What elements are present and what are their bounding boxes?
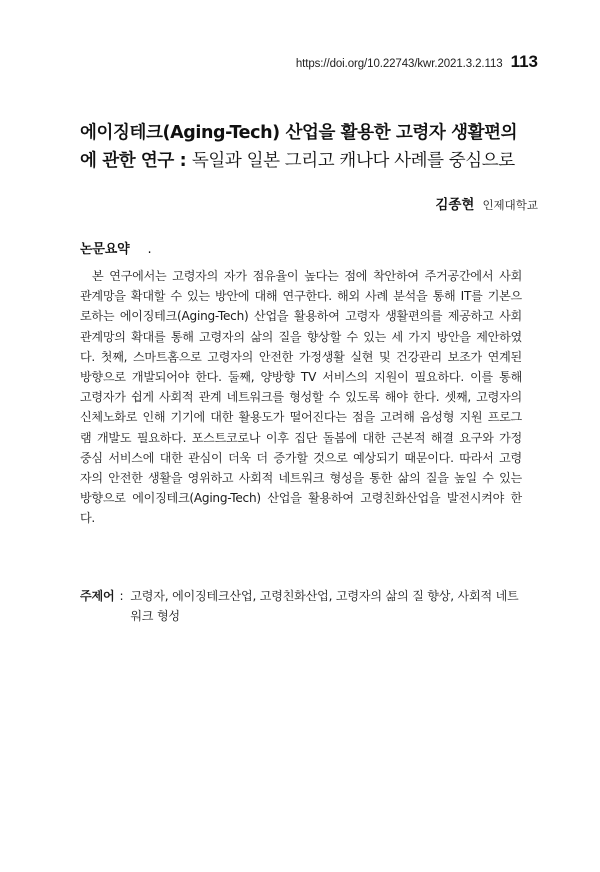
running-header bbox=[296, 52, 538, 72]
keywords-text: 고령자, 에이징테크산업, 고령친화산업, 고령자의 삶의 질 향상, 사회적 네트워크 형성 bbox=[130, 589, 519, 624]
keywords-section bbox=[80, 586, 530, 627]
abstract-heading-mark: . bbox=[147, 242, 152, 257]
abstract-body: 본 연구에서는 고령자의 자가 점유율이 높다는 점에 착안하여 주거공간에서 사회관계망을 확대할 수 있는 방안에 대해 연구한다. 해외 사례 분석을 통해 IT를 기본으로하는 에이징테크(Aging-Tech) 산업을 활용하여 고령자 생활편의를 제공하고 사회관계망의 확대를 통해 고령자의 삶의 질을 향상할 수 있는 세 가지 방안을 제안하였다. 첫째, 스마트홈으로 고령자의 안전한 가정생활 실현 및 건강관리 보조가 연계된 방향으로 개발되어야 한다. 둘째, 양방향 TV 서비스의 지원이 필요하다. 이를 통해 고령자가 쉽게 사회적 관계 네트워크를 형성할 수 있도록 해야 한다. 셋째, 고령자의 신체노화로 인해 기기에 대한 활용도가 떨어진다는 점을 고려해 음성형 지원 프로그램 개발도 필요하다. 포스트코로나 이후 집단 돌봄에 대한 근본적 해결 요구와 가정 중심 서비스에 대한 관심이 더욱 더 증가할 것으로 예상되기 때문이다. 따라서 고령자의 안전한 생활을 영위하고 사회적 네트워크 형성을 통한 삶의 질을 높일 수 있는 방향으로 에이징테크(Aging-Tech) 산업을 활용하여 고령친화산업을 발전시켜야 한다. bbox=[80, 269, 522, 526]
keywords-separator: : bbox=[119, 589, 124, 603]
title-line-1: 에이징테크(Aging-Tech) 산업을 활용한 고령자 생활편의 bbox=[80, 123, 518, 143]
author-info bbox=[435, 193, 538, 213]
abstract-heading-text: 논문요약 bbox=[80, 242, 130, 257]
abstract-heading bbox=[80, 238, 151, 257]
title-line-2-bold: 에 관한 연구 : bbox=[80, 151, 192, 171]
title-line-2 bbox=[80, 147, 540, 175]
title-subtitle: 독일과 일본 그리고 캐나다 사례를 중심으로 bbox=[191, 151, 515, 171]
page-number: 113 bbox=[510, 52, 538, 71]
doi-link[interactable]: https://doi.org/10.22743/kwr.2021.3.2.113 bbox=[295, 58, 503, 70]
author-affiliation: 인제대학교 bbox=[482, 198, 538, 212]
keywords-label: 주제어 bbox=[80, 589, 115, 603]
author-name: 김종현 bbox=[435, 197, 475, 213]
paper-title bbox=[80, 119, 540, 175]
